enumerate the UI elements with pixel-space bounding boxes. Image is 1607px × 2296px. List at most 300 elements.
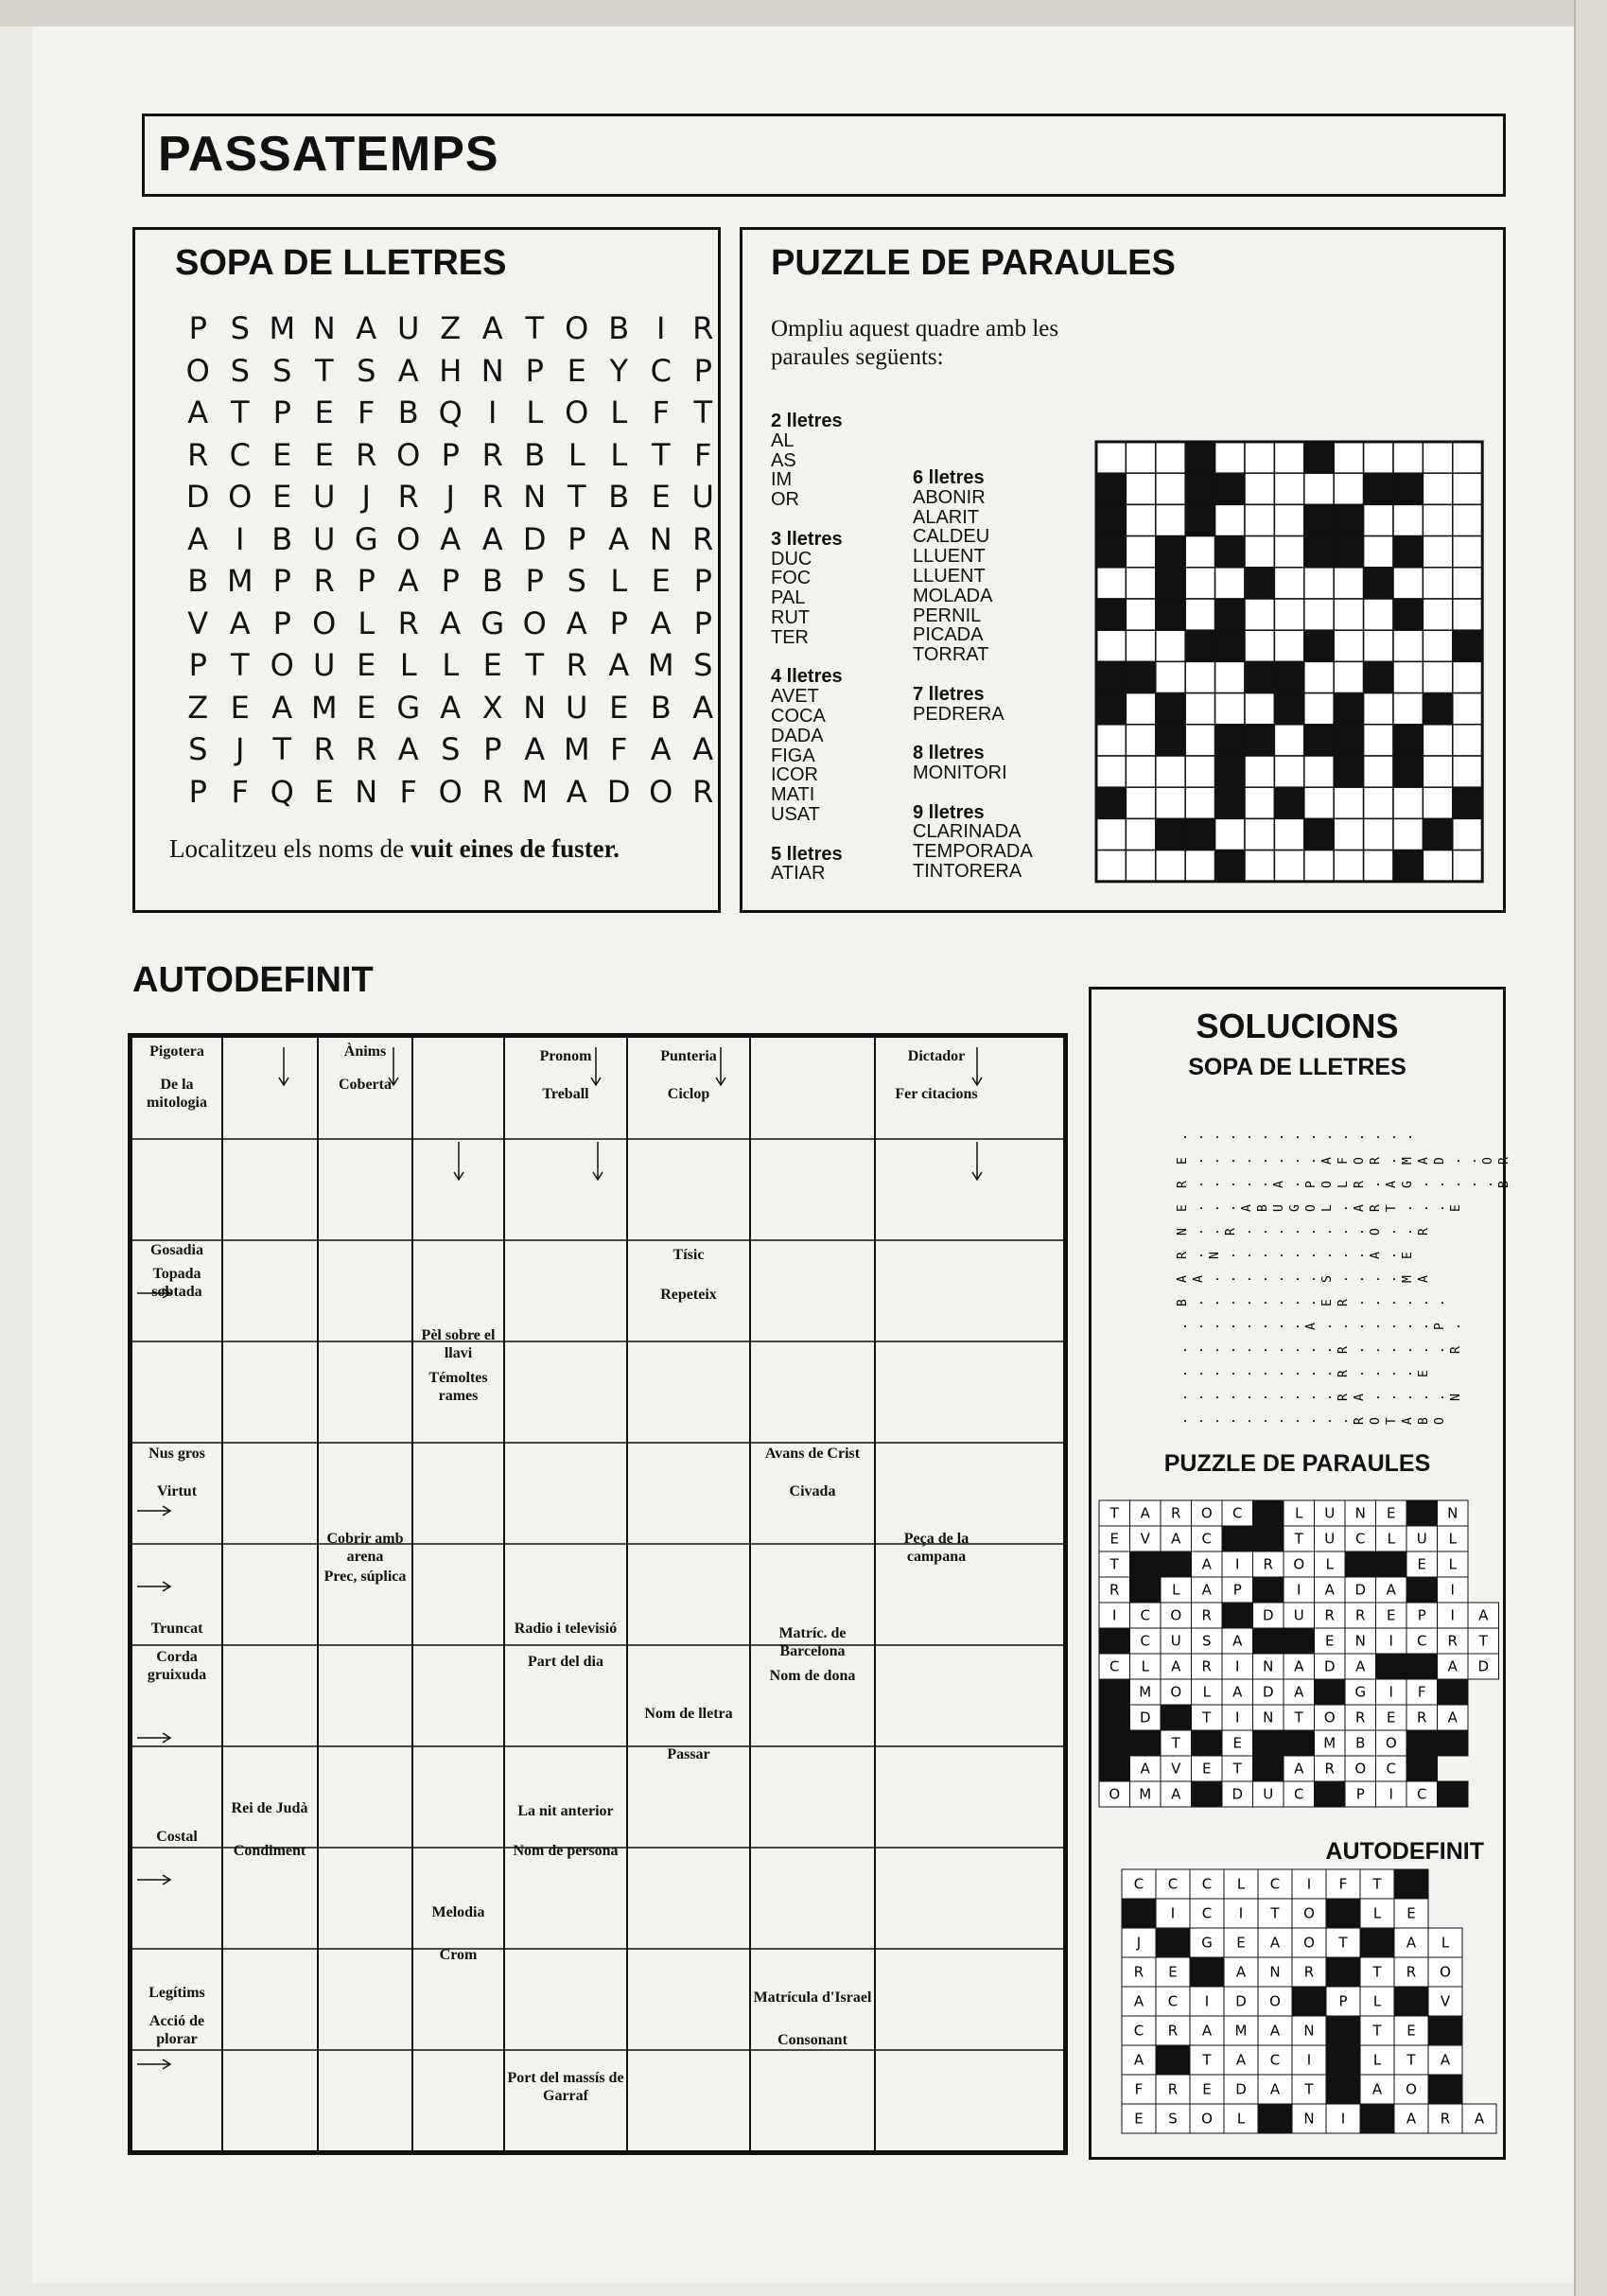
sol-sopa-char: .: [1288, 1370, 1302, 1377]
sopa-letter: A: [440, 689, 462, 726]
white-cell: [1393, 818, 1423, 850]
sol-letter: R: [1324, 1760, 1335, 1778]
sol-sopa-char: .: [1176, 1133, 1190, 1141]
page-top-shadow: [0, 0, 1607, 26]
black-cell: [1453, 630, 1482, 661]
clue-text: Gosadia: [149, 1242, 203, 1258]
white-cell: [1423, 725, 1452, 756]
white-cell: [1364, 536, 1393, 568]
white-cell: [1215, 568, 1245, 599]
black-cell: [1274, 661, 1303, 692]
white-cell: [1453, 536, 1482, 568]
word-item: DADA: [771, 725, 824, 746]
word-item: TORRAT: [913, 644, 989, 666]
sol-sopa-char: .: [1224, 1393, 1238, 1401]
black-cell: [1122, 1899, 1156, 1928]
sol-sopa-char: .: [1272, 1393, 1286, 1401]
sol-sopa-char: .: [1240, 1275, 1254, 1283]
sol-sopa-char: P: [1304, 1181, 1319, 1188]
sopa-letter: L: [358, 605, 376, 641]
binding-spine: [1574, 0, 1607, 2296]
black-cell: [1364, 661, 1393, 692]
sol-sopa-char: .: [1417, 1393, 1431, 1401]
sol-sopa-char: A: [1401, 1417, 1415, 1425]
sol-letter: R: [1355, 1709, 1366, 1726]
sopa-letter: M: [269, 310, 296, 347]
sol-sopa-char: .: [1401, 1204, 1415, 1212]
word-item: USAT: [771, 803, 820, 825]
white-cell: [1453, 818, 1482, 850]
sol-letter: I: [1306, 1875, 1312, 1893]
black-cell: [1364, 568, 1393, 599]
sol-sopa-char: .: [1401, 1228, 1415, 1236]
sol-letter: I: [1235, 1555, 1240, 1573]
sol-sopa-char: P: [1433, 1323, 1447, 1330]
sol-letter: L: [1202, 1683, 1211, 1701]
sol-sopa-char: .: [1369, 1393, 1383, 1401]
black-cell: [1334, 725, 1363, 756]
sol-letter: R: [1303, 1963, 1315, 1981]
sol-sopa-char: .: [1288, 1181, 1302, 1188]
sol-letter: E: [1134, 2110, 1144, 2128]
sol-sopa-char: .: [1320, 1346, 1335, 1354]
sol-letter: A: [1235, 2051, 1247, 2069]
sol-sopa-char: .: [1369, 1323, 1383, 1330]
sol-letter: O: [1385, 1734, 1397, 1752]
black-cell: [1438, 1679, 1469, 1705]
sopa-letter: E: [567, 352, 586, 389]
white-cell: [1334, 850, 1363, 882]
clue-text: Témoltes rames: [428, 1370, 488, 1404]
sopa-letter: J: [445, 479, 455, 516]
sopa-letter: O: [312, 605, 337, 641]
word-item: LLUENT: [913, 546, 986, 568]
white-cell: [1364, 599, 1393, 630]
sol-letter: D: [1235, 1992, 1247, 2010]
sopa-letter: R: [481, 479, 503, 516]
sopa-letter: S: [230, 352, 250, 389]
sopa-letter: A: [608, 647, 630, 684]
sol-letter: O: [1303, 1934, 1315, 1952]
clue-text: De la mitologia: [147, 1077, 207, 1111]
white-cell: [1156, 756, 1185, 787]
black-cell: [1304, 536, 1334, 568]
sol-letter: M: [1139, 1683, 1152, 1701]
sol-sopa-char: .: [1481, 1181, 1495, 1188]
sol-letter: C: [1140, 1606, 1150, 1624]
black-cell: [1099, 1705, 1130, 1730]
sol-letter: M: [1139, 1785, 1152, 1803]
sopa-letter: B: [481, 563, 503, 600]
sol-letter: A: [1447, 1709, 1458, 1726]
sol-letter: V: [1171, 1760, 1181, 1778]
clue-text: Truncat: [150, 1621, 203, 1637]
sopa-letter: P: [483, 731, 502, 768]
sol-letter: I: [1340, 2110, 1346, 2128]
white-cell: [1156, 442, 1185, 473]
sol-letter: D: [1323, 1657, 1336, 1675]
sol-letter: C: [1109, 1657, 1120, 1675]
sol-letter: I: [1389, 1785, 1393, 1803]
sol-sopa-grid: [1176, 1103, 1511, 1444]
sol-sopa-char: .: [1288, 1393, 1302, 1401]
sol-letter: L: [1236, 2110, 1246, 2128]
sol-sopa-char: .: [1288, 1323, 1302, 1330]
sol-letter: L: [1448, 1555, 1457, 1573]
sopa-letter: G: [480, 605, 505, 641]
black-cell: [1222, 1603, 1253, 1628]
sol-sopa-char: .: [1369, 1299, 1383, 1306]
sopa-letter: S: [357, 352, 376, 389]
sol-sopa-char: R: [1497, 1157, 1511, 1165]
sol-sopa-char: O: [1481, 1157, 1495, 1165]
sopa-row: [177, 307, 725, 350]
sol-sopa-char: .: [1256, 1275, 1270, 1283]
sol-letter: T: [1171, 1734, 1180, 1752]
sol-letter: A: [1269, 2022, 1281, 2040]
sopa-letter: E: [357, 689, 376, 726]
white-cell: [1126, 536, 1155, 568]
white-cell: [1423, 756, 1452, 787]
sol-sopa-char: .: [1224, 1323, 1238, 1330]
sol-letter: C: [1417, 1632, 1427, 1650]
sol-letter: R: [1406, 1963, 1417, 1981]
sol-letter: D: [1262, 1606, 1274, 1624]
word-item: FIGA: [771, 745, 815, 766]
sopa-letter: L: [526, 394, 544, 431]
word-group-heading: 7 lletres: [913, 683, 985, 705]
sopa-letter: E: [357, 647, 376, 684]
sol-letter: U: [1416, 1530, 1427, 1548]
sol-sopa-char: .: [1240, 1346, 1254, 1354]
black-cell: [1215, 473, 1245, 504]
sol-letter: A: [1171, 1657, 1181, 1675]
sol-sopa-char: .: [1336, 1323, 1351, 1330]
sol-letter: A: [1140, 1504, 1150, 1522]
sol-letter: A: [1324, 1581, 1335, 1599]
white-cell: [1126, 504, 1155, 535]
sopa-letter: R: [356, 731, 377, 768]
sopa-letter: E: [651, 479, 671, 516]
sopa-letter: R: [313, 563, 335, 600]
sol-sopa-char: E: [1176, 1204, 1190, 1212]
word-item: ATIAR: [771, 863, 826, 885]
sopa-letter: O: [565, 394, 589, 431]
white-cell: [1185, 725, 1214, 756]
sol-sopa-char: .: [1224, 1133, 1238, 1141]
white-cell: [1274, 473, 1303, 504]
sol-letter: C: [1355, 1530, 1366, 1548]
white-cell: [1304, 473, 1334, 504]
sol-letter: I: [1297, 1581, 1301, 1599]
clue-text: Fer citacions: [895, 1086, 978, 1102]
sopa-letter: B: [608, 479, 630, 516]
sol-letter: E: [1387, 1709, 1396, 1726]
white-cell: [1096, 818, 1126, 850]
sopa-letter: T: [651, 436, 671, 473]
sol-sopa-char: R: [1176, 1181, 1190, 1188]
sol-sopa-char: .: [1240, 1299, 1254, 1306]
white-cell: [1393, 568, 1423, 599]
sol-sopa-char: .: [1176, 1323, 1190, 1330]
black-cell: [1326, 2045, 1360, 2075]
sol-letter: T: [1109, 1555, 1119, 1573]
white-cell: [1185, 787, 1214, 818]
sol-sopa-char: O: [1369, 1417, 1383, 1425]
word-item: CLARINADA: [913, 821, 1022, 843]
sopa-letter: D: [606, 773, 631, 810]
sol-sopa-char: .: [1208, 1299, 1222, 1306]
white-cell: [1156, 787, 1185, 818]
sol-letter: U: [1324, 1530, 1336, 1548]
sol-letter: D: [1354, 1581, 1367, 1599]
sol-letter: I: [1170, 1904, 1176, 1922]
sopa-letter: E: [482, 647, 502, 684]
sol-letter: D: [1477, 1657, 1490, 1675]
sol-sopa-char: .: [1224, 1204, 1238, 1212]
sol-sopa-char: .: [1192, 1252, 1206, 1259]
word-item: MOLADA: [913, 585, 993, 606]
black-cell: [1423, 818, 1452, 850]
sol-letter: A: [1140, 1760, 1150, 1778]
sol-sopa-char: .: [1240, 1370, 1254, 1377]
sopa-letter: R: [481, 436, 503, 473]
white-cell: [1274, 725, 1303, 756]
white-cell: [1215, 693, 1245, 725]
sol-letter: L: [1236, 1875, 1246, 1893]
sol-sopa-char: .: [1272, 1299, 1286, 1306]
white-cell: [1364, 756, 1393, 787]
sol-letter: V: [1140, 1530, 1150, 1548]
sopa-letter: E: [314, 773, 334, 810]
sol-letter: U: [1263, 1785, 1274, 1803]
white-cell: [1453, 473, 1482, 504]
sol-sopa-char: E: [1176, 1157, 1190, 1165]
sopa-letter: Q: [270, 773, 294, 810]
sol-letter: L: [1387, 1530, 1395, 1548]
sol-sopa-char: .: [1304, 1133, 1319, 1141]
sol-sopa-char: .: [1256, 1417, 1270, 1425]
sol-letter: L: [1441, 1934, 1450, 1952]
sol-letter: C: [1269, 1875, 1281, 1893]
black-cell: [1406, 1654, 1438, 1679]
sol-sopa-char: R: [1353, 1181, 1367, 1188]
sol-letter: T: [1338, 1934, 1348, 1952]
black-cell: [1393, 850, 1423, 882]
sol-sopa-char: .: [1192, 1323, 1206, 1330]
sol-letter: A: [1171, 1530, 1181, 1548]
sol-letter: C: [1232, 1504, 1243, 1522]
sopa-letter: C: [229, 436, 251, 473]
clue-text: Treball: [542, 1086, 589, 1102]
sopa-row: [177, 771, 725, 814]
sol-sopa-char: .: [1272, 1157, 1286, 1165]
clue-text: Port del massís de Garraf: [507, 2070, 624, 2104]
clue-text: Ciclop: [667, 1086, 710, 1102]
sol-sopa-char: .: [1208, 1228, 1222, 1236]
sopa-letter: F: [652, 394, 670, 431]
black-cell: [1284, 1730, 1315, 1756]
white-cell: [1156, 473, 1185, 504]
white-cell: [1453, 756, 1482, 787]
sol-letter: O: [1200, 1504, 1213, 1522]
sopa-letter: B: [397, 394, 419, 431]
sol-sopa-char: .: [1272, 1417, 1286, 1425]
white-cell: [1393, 693, 1423, 725]
sopa-letter: P: [693, 563, 712, 600]
black-cell: [1096, 473, 1126, 504]
sol-letter: T: [1270, 1904, 1280, 1922]
sopa-letter: M: [310, 689, 338, 726]
sol-letter: T: [1109, 1504, 1119, 1522]
sol-sopa-char: O: [1353, 1157, 1367, 1165]
sol-letter: C: [1201, 1530, 1212, 1548]
sol-letter: G: [1354, 1683, 1367, 1701]
auto-heading: AUTODEFINIT: [132, 960, 374, 1000]
white-cell: [1423, 599, 1452, 630]
white-cell: [1126, 630, 1155, 661]
sopa-letter: O: [228, 479, 253, 516]
clue-text: Topada sobtada: [151, 1266, 202, 1300]
white-cell: [1304, 568, 1334, 599]
black-cell: [1334, 536, 1363, 568]
sol-sopa-char: .: [1192, 1417, 1206, 1425]
sol-letter: S: [1168, 2110, 1178, 2128]
sopa-letter: U: [691, 479, 714, 516]
sopa-letter: O: [565, 310, 589, 347]
black-cell: [1304, 504, 1334, 535]
sol-sopa-char: .: [1224, 1370, 1238, 1377]
black-cell: [1334, 756, 1363, 787]
sopa-letter: V: [187, 605, 209, 641]
black-cell: [1096, 504, 1126, 535]
black-cell: [1190, 1957, 1224, 1987]
sol-letter: N: [1263, 1657, 1274, 1675]
sopa-letter: A: [356, 310, 377, 347]
sopa-letter: S: [693, 647, 713, 684]
sol-sopa-char: .: [1385, 1346, 1399, 1354]
sopa-row: [177, 687, 725, 729]
black-cell: [1334, 504, 1363, 535]
sol-sopa-char: .: [1336, 1204, 1351, 1212]
black-cell: [1096, 536, 1126, 568]
sol-letter: O: [1170, 1683, 1182, 1701]
sol-sopa-char: .: [1288, 1133, 1302, 1141]
sol-letter: C: [1133, 1875, 1144, 1893]
sol-sopa-char: .: [1369, 1133, 1383, 1141]
white-cell: [1245, 442, 1274, 473]
sol-sopa-char: .: [1353, 1275, 1367, 1283]
sol-sopa-char: O: [1304, 1204, 1319, 1212]
black-cell: [1185, 818, 1214, 850]
white-cell: [1156, 504, 1185, 535]
word-item: CALDEU: [913, 526, 990, 548]
white-cell: [1364, 818, 1393, 850]
sol-letter: R: [1109, 1581, 1120, 1599]
black-cell: [1406, 1500, 1438, 1526]
title-box: [142, 114, 1506, 197]
sol-letter: O: [1109, 1785, 1121, 1803]
sopa-row: [177, 476, 725, 518]
sol-sopa-char: .: [1272, 1133, 1286, 1141]
black-cell: [1185, 504, 1214, 535]
sol-letter: J: [1136, 1934, 1142, 1952]
white-cell: [1364, 693, 1393, 725]
sol-letter: C: [1201, 1904, 1213, 1922]
sol-sopa-char: .: [1192, 1299, 1206, 1306]
white-cell: [1096, 442, 1126, 473]
black-cell: [1326, 2075, 1360, 2104]
sol-sopa-char: .: [1176, 1417, 1190, 1425]
sol-sopa-char: .: [1304, 1393, 1319, 1401]
sopa-letter: B: [187, 563, 209, 600]
sol-sopa-char: .: [1353, 1346, 1367, 1354]
sopa-letter: P: [357, 563, 376, 600]
white-cell: [1453, 599, 1482, 630]
sol-sopa-heading: SOPA DE LLETRES: [1188, 1054, 1406, 1080]
white-cell: [1334, 787, 1363, 818]
sol-letter: C: [1386, 1760, 1396, 1778]
sopa-letter: T: [525, 647, 545, 684]
sol-sopa-char: .: [1288, 1228, 1302, 1236]
puzzle-heading: PUZZLE DE PARAULES: [771, 243, 1176, 283]
black-cell: [1406, 1730, 1438, 1756]
sopa-letter: B: [650, 689, 672, 726]
black-cell: [1394, 1869, 1428, 1899]
sopa-letter: A: [397, 563, 419, 600]
sopa-row: [177, 603, 725, 645]
sol-sopa-char: .: [1385, 1393, 1399, 1401]
sol-sopa-char: M: [1401, 1157, 1415, 1165]
white-cell: [1215, 504, 1245, 535]
word-group-heading: 9 lletres: [913, 801, 985, 823]
sol-sopa-char: F: [1336, 1157, 1351, 1165]
clue-text: Pronom: [539, 1048, 592, 1064]
sopa-letter: U: [313, 479, 336, 516]
sopa-letter: N: [523, 689, 547, 726]
white-cell: [1096, 630, 1126, 661]
black-cell: [1156, 536, 1185, 568]
sol-sopa-char: R: [1449, 1346, 1463, 1354]
white-cell: [1245, 693, 1274, 725]
clue-text: Legítims: [148, 1985, 205, 2001]
sol-sopa-char: .: [1240, 1181, 1254, 1188]
sopa-letter: H: [439, 352, 463, 389]
black-cell: [1345, 1551, 1376, 1577]
sol-letter: E: [1232, 1734, 1242, 1752]
black-cell: [1215, 850, 1245, 882]
white-cell: [1423, 473, 1452, 504]
sol-sopa-char: .: [1385, 1323, 1399, 1330]
sol-letter: O: [1170, 1606, 1182, 1624]
sol-sopa-char: .: [1288, 1157, 1302, 1165]
sol-sopa-char: O: [1369, 1228, 1383, 1236]
white-cell: [1423, 630, 1452, 661]
sopa-letter: G: [396, 689, 421, 726]
word-item: TINTORERA: [913, 860, 1022, 882]
sol-auto-heading: AUTODEFINIT: [1325, 1838, 1484, 1865]
sol-letter: A: [1133, 1992, 1144, 2010]
sol-sopa-char: R: [1224, 1228, 1238, 1236]
clue-text: Peça de la campana: [903, 1531, 969, 1565]
sopa-letter: I: [236, 520, 245, 557]
black-cell: [1185, 473, 1214, 504]
black-cell: [1215, 725, 1245, 756]
sol-letter: A: [1294, 1760, 1304, 1778]
white-cell: [1126, 442, 1155, 473]
word-item: RUT: [771, 606, 811, 628]
sol-sopa-char: .: [1256, 1133, 1270, 1141]
